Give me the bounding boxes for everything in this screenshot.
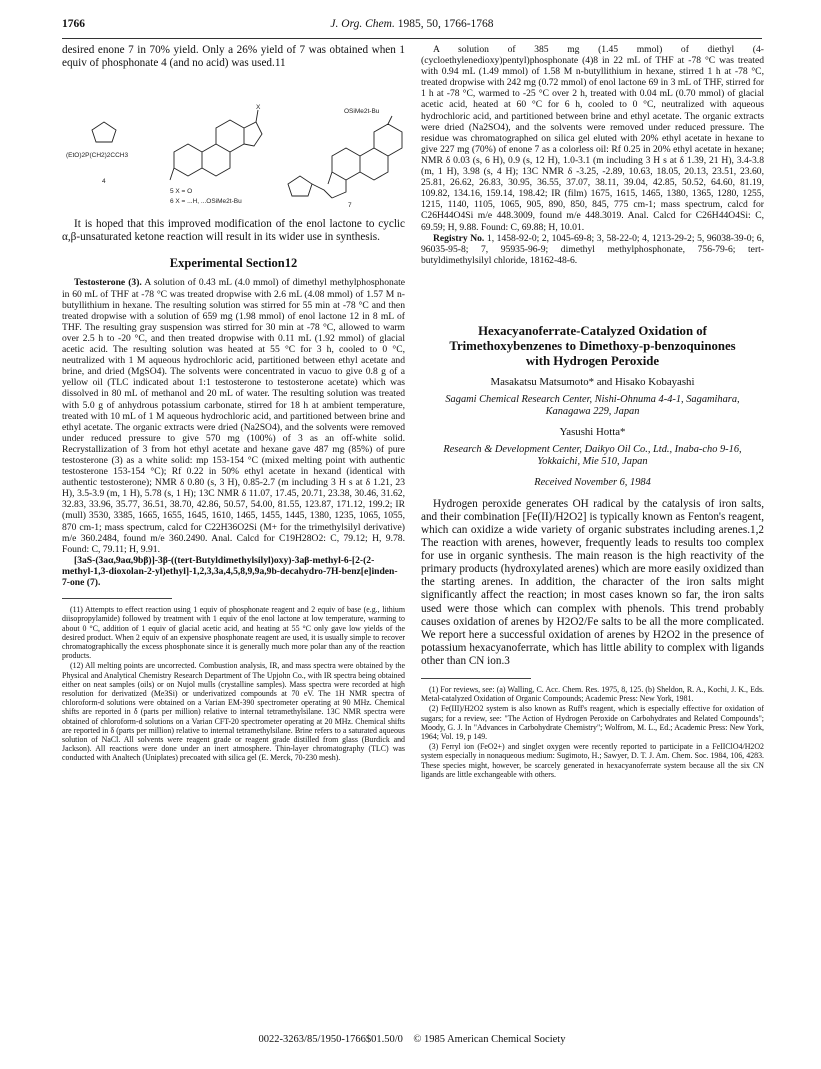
article-body — [421, 498, 764, 668]
footnote-1: (1) For reviews, see: (a) Walling, C. Acc. Chem. Res. 1975, 8, 125. (b) Sheldon, R. A., Kochi, J. K., Eds. Metal-catalyzed Oxidation of Organic Compounds; Academic Press: New York, 1981. — [421, 685, 764, 704]
header-rule — [62, 38, 762, 39]
footnotes-left — [62, 605, 405, 762]
structure-7-number: 7 — [348, 202, 352, 210]
body-paragraph: Hydrogen peroxide generates OH radical by the catalysis of iron salts, and their combination [Fe(II)/H2O2] is typically known as Fenton's reagent, which can oxidize a wide variety of organic substrates including arenes.1,2 The reaction with arenes, however, frequently leads to results too complex for use in organic synthesis. The main reason is the high reactivity of the primary products (hydroxylated arenes) which are more easily oxidized than the starting arenes. In addition, the character of the iron salts might significantly affect the reaction; in most cases known so far, the iron salts used were those which can complex with phenols. This trend probably causes oxidation of arenes by H2O2/Fe salts to be all the more complicated. We report here a successful oxidation of arenes by H2O2 in the presence of potassium hexacyanoferrate, which has little ability to complex with ligands other than CN ion.3 — [421, 497, 764, 667]
journal-volume: 1985, 50, 1766-1768 — [397, 18, 494, 30]
testosterone-heading: Testosterone (3). — [74, 277, 142, 289]
registry-paragraph — [421, 233, 764, 266]
page-number: 1766 — [62, 18, 85, 30]
journal-name: J. Org. Chem. — [330, 18, 395, 30]
experimental-section-title: Experimental Section12 — [169, 256, 298, 271]
chemical-structures — [62, 72, 405, 210]
article-gap — [421, 266, 764, 324]
left-column — [62, 44, 405, 764]
compound-7-heading: [3aS-(3aα,9aα,9bβ)]-3β-((tert-Butyldimethylsilyl)oxy)-3aβ-methyl-6-[2-(2-methyl-1,3-dioxolan-2-yl)ethyl]-1,2,3,3a,4,5,8,9,9a,9b-decahydro-7H-benz[e]inden-7-one (7). — [62, 554, 398, 588]
running-header — [62, 18, 762, 36]
received-date: Received November 6, 1984 — [534, 476, 651, 488]
authors-1: Masakatsu Matsumoto* and Hisako Kobayashi — [490, 375, 695, 388]
affiliation-2: Research & Development Center, Daikyo Oil Co., Ltd., Inaba-cho 9-16, Yokkaichi, Mie 510, Japan — [443, 443, 742, 468]
structures-drawing — [62, 72, 405, 210]
journal-citation — [62, 18, 762, 30]
footnote-2: (2) Fe(III)/H2O2 system is also known as Ruff's reagent, which is especially effective for oxidation of sugars; for a review, see: "The Action of Hydrogen Peroxide on Carbohydrates and Related Compounds"; Moody, G. J. In "Advances in Carbohydrate Chemistry"; Wolfrom, M. L., Ed.; Academic Press: New York, 1964; Vol. 19, p 149. — [421, 704, 764, 742]
structure-7-substituent: OSiMe2t-Bu — [344, 108, 380, 116]
page-footer — [62, 1034, 762, 1045]
footnotes-right — [421, 685, 764, 779]
affiliation-1: Sagami Chemical Research Center, Nishi-Ohnuma 4-4-1, Sagamihara, Kanagawa 229, Japan — [445, 393, 740, 418]
testosterone-text: A solution of 0.43 mL (4.0 mmol) of dimethyl methylphosphonate in 60 mL of THF at -78 °C was treated dropwise with 2.6 mL (4.08 mmol) of 1.57 M n-butyllithium in hexane. The resulting solution was stirred for 55 min at -78 °C and then treated dropwise with a solution of 659 mg (1.98 mmol) of enol lactone 12 in 8 mL of THF. The resulting gray suspension was stirred for 30 min at -78 °C, allowed to warm over 2.5 h to -20 °C, and then treated dropwise with 0.11 mL (1.92 mmol) of glacial acetic acid. The resulting solution was heated at 55 °C for 3 h, cooled to 0 °C, neutralized with 1 M aqueous hydrochloric acid, partitioned between ethyl acetate and brine, and dried (MgSO4). The solvents were concentrated in vacuo to give 0.8 g of a yellow oil (TLC indicated about 1:1 testosterone to testosterone acetate) which was dissolved in 80 mL of methanol and 20 mL of water. The resulting solution was treated with 5.0 g of anhydrous potassium carbonate, stirred for 18 h at ambient temperature, treated with 10 mL of 1 M aqueous hydrochloric acid, and partitioned between brine and ethyl acetate. The organic extracts were dried (Na2SO4), and the solvents were removed under reduced pressure to give 570 mg (100%) of 3 as an off-white solid. Recrystallization of 3 from hot ethyl acetate and hexane gave 487 mg (85%) of pure testosterone (3) as a white solid: mp 153-154 °C (mixed melting point with authentic testosterone 153-154 °C); Rf 0.22 in 50% ethyl acetate in hexand (identical with authentic testosterone); NMR δ 0.80 (s, 3 H), 0.85-2.7 (m including 3 H s at δ 1.21, 23 H), 3.5-3.9 (m, 1 H), 5.78 (s, 1 H); 13C NMR δ 11.07, 17.45, 20.71, 23.38, 30.46, 31.62, 32.83, 33.96, 35.77, 36.51, 38.70, 42.86, 50.57, 54.00, 81.55, 123.87, 171.12, 199.2; IR (mull) 3530, 3385, 1665, 1655, 1645, 1610, 1465, 1455, 1445, 1380, 1235, 1065, 1055, 870 cm-1; mass spectrum, calcd for C22H36O2Si (M+ for the trimethylsilyl derivative) m/e 360.2484, found m/e 360.2490. Anal. Calcd for C19H28O2: C, 79.12; H, 9.78. Found: C, 79.11; H, 9.91. — [62, 277, 405, 555]
structure-4-formula: (EtO)2P(CH2)2CCH3 — [66, 152, 129, 160]
compound-7-paragraph: A solution of 385 mg (1.45 mmol) of diethyl (4-(cycloethylenedioxy)pentyl)phosphonate (4)8 in 22 mL of THF at -78 °C was treated with 0.94 mL (1.49 mmol) of 1.58 M n-butyllithium in hexane, stirred 1 h at -78 °C, treated dropwise with 242 mg (0.72 mmol) of enol lactone 69 in 3 mL of THF, stirred for 1 h at -78 °C, warmed to -25 °C over 2 h, treated with 0.04 mL (0.70 mmol) of glacial acetic acid, heated at 60 °C for 6 h, cooled to 0 °C, neutralized with aqueous hydrochloric acid, and partitioned between brine and ethyl acetate. The organic extracts were dried (Na2SO4), and the solvents were removed under reduced pressure. The residue was chromatographed on silica gel eluted with 20% ethyl acetate in hexane to give 227 mg (70%) of enone 7 as a colorless oil: Rf 0.25 in 20% ethyl acetate in hexane; NMR δ 0.03 (s, 6 H), 0.9 (s, 12 H), 1.0-3.1 (m including 3 H s at δ 1.39, 21 H), 3.4-3.8 (m, 1 H), 3.98 (s, 4 H); 13C NMR δ -3.25, -2.89, 10.63, 18.05, 20.13, 23.51, 23.60, 25.81, 26.62, 26.83, 30.95, 36.55, 37.07, 38.11, 39.04, 42.85, 50.52, 64.60, 81.19, 109.82, 134.16, 159.14, 198.42; IR (film) 1675, 1615, 1465, 1380, 1365, 1280, 1255, 1215, 1140, 1105, 1065, 905, 890, 850, 845, 775 cm-1; mass spectrum, calcd for C26H44O4Si m/e 448.3009, found m/e 448.3019. Anal. Calcd for C26H44O4Si: C, 69.59; H, 9.88. Found: C, 69.88; H, 10.01. — [421, 44, 764, 233]
intro-block — [62, 44, 405, 70]
testosterone-paragraph — [62, 277, 405, 554]
hope-paragraph: It is hoped that this improved modification of the enol lactone to cyclic α,β-unsaturated ketone reaction will result in its wider use in synthesis. — [62, 218, 405, 244]
footnote-11: (11) Attempts to effect reaction using 1 equiv of phosphonate reagent and 2 equiv of base (e.g., lithium diisopropylamide) followed by treatment with 1 equiv of the enol lactone at low temperature, warming to about 0 °C, addition of 1 equiv of glacial acetic acid, and heating at 55 °C only gave low yields of the desired product. When 2 equiv of an expensive phosphonate reagent are used, it is usually simple to recover chromatographically the excess phosphonate since it is generally much more polar than any of the reaction products. — [62, 605, 405, 661]
footnote-rule-right — [421, 678, 531, 679]
structure-5-label: 5 X = O — [170, 188, 193, 196]
structure-6-label: 6 X = ...H, ...OSiMe2t-Bu — [170, 198, 242, 206]
footnote-12: (12) All melting points are uncorrected. Combustion analysis, IR, and mass spectra were obtained by the Physical and Analytical Chemistry Research Department of The Upjohn Co., with IR spectra being obtained either on neat samples (oils) or on Nujol mulls (crystalline samples). Mass spectra were recorded at high resolution for derivatized (Me3Si) or underivatized compounds at 70 eV. The 1H NMR spectra of chloroform-d solutions were obtained on a Varian EM-390 spectrometer operating at 90 MHz. Chemical shifts are reported in δ (parts per million) relative to internal tetramethylsilane. 13C NMR spectra were obtained of chloroform-d solutions on a Varian CFT-20 spectrometer operating at 20 MHz. Chemical shifts are reported in δ (parts per million) relative to internal tetramethylsilane. Brine refers to a saturated aqueous solution of NaCl. All solvents were reagent grade or reagent grade distilled from glass (Burdick and Jackson). All reactions were done under an inert atmosphere. Thin-layer chromatography (TLC) was conducted with Analtech (Uniplates) precoated with silica gel (E. Merck, 70-230 mesh). — [62, 661, 405, 763]
footnote-3: (3) Ferryl ion (FeO2+) and singlet oxygen were recently reported to participate in a FeIIClO4/H2O2 system especially in nonaqueous medium: Sugimoto, H.; Sawyer, D. T. J. Am. Chem. Soc. 1984, 106, 4283. These species might, however, be scarcely generated in hexacyanoferrate system because all the six CN ligands are little exchangeable with others. — [421, 742, 764, 779]
footer-copyright: © 1985 American Chemical Society — [413, 1034, 566, 1045]
structure-x-label: X — [256, 104, 261, 112]
hope-block — [62, 218, 405, 244]
registry-label: Registry No. — [433, 232, 485, 244]
footer-code: 0022-3263/85/1950-1766$01.50/0 — [258, 1034, 403, 1045]
structure-4-number: 4 — [102, 178, 106, 186]
right-column — [421, 44, 764, 780]
authors-2: Yasushi Hotta* — [559, 425, 626, 438]
registry-text: 1, 1458-92-0; 2, 1045-69-8; 3, 58-22-0; 4, 1213-29-2; 5, 96038-39-0; 6, 96035-95-8; 7, 95935-96-9; dimethyl methylphosphonate, 756-79-6; tert-butyldimethylsilyl chloride, 18162-48-6. — [421, 232, 765, 266]
footnote-rule-left — [62, 598, 172, 599]
intro-paragraph: desired enone 7 in 70% yield. Only a 26% yield of 7 was obtained when 1 equiv of phosphonate 4 (and no acid) was used.11 — [62, 44, 405, 70]
article-title: Hexacyanoferrate-Catalyzed Oxidation of Trimethoxybenzenes to Dimethoxy-p-benzoquinones with Hydrogen Peroxide — [449, 323, 736, 368]
